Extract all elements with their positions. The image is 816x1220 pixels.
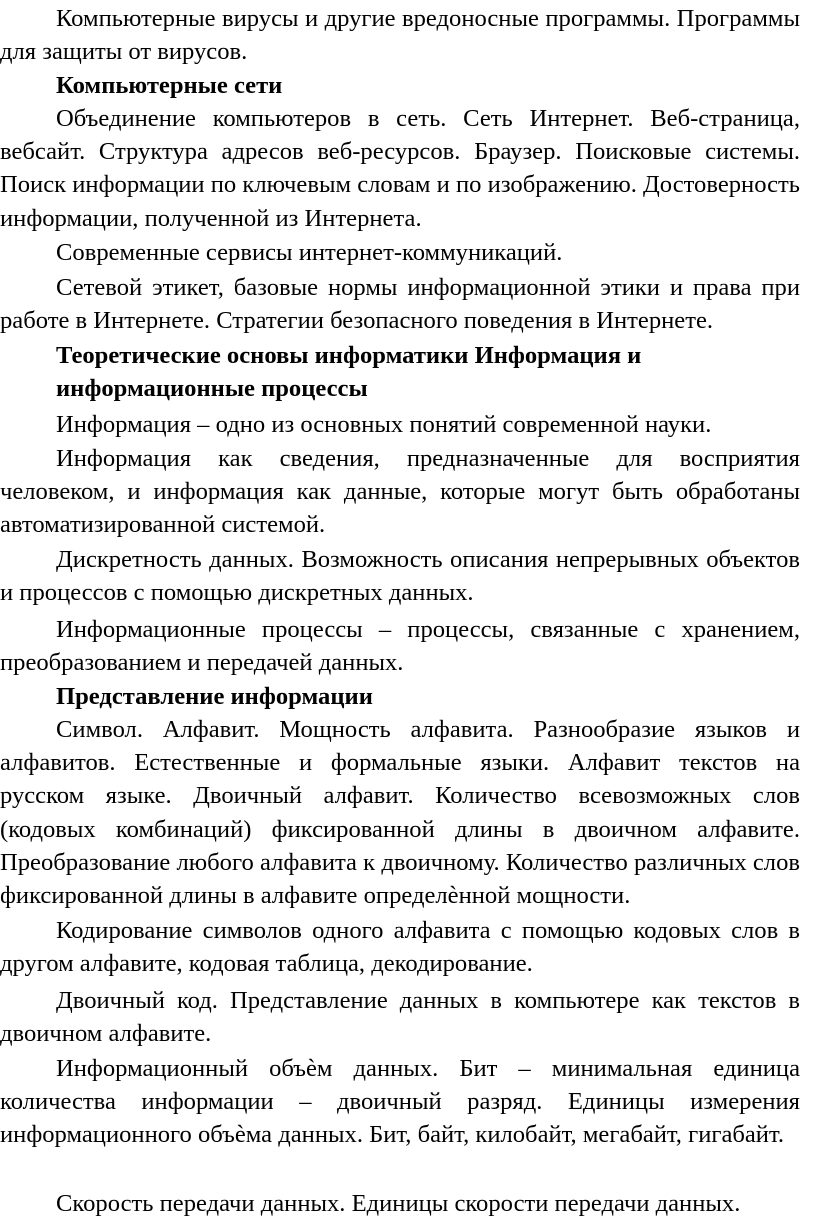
paragraph-discreteness: Дискретность данных. Возможность описания непрерывных объектов и процессов с помощью дискретных данных. <box>0 546 800 607</box>
paragraph-alphabet: Символ. Алфавит. Мощность алфавита. Разнообразие языков и алфавитов. Естественные и формальные языки. Алфавит текстов на русском языке. Двоичный алфавит. Количество всевозможных слов (кодовых комбинаций) фиксированной длины в двоичном алфавите. Преобразование любого алфавита к двоичному. Количество различных слов фиксированной длины в алфавите определѐнной мощности. <box>0 716 800 910</box>
heading-theoretical-foundations: Теоретические основы информатики Информация и информационные процессы <box>56 342 642 403</box>
paragraph-information-as-data: Информация как сведения, предназначенные для восприятия человеком, и информация как данные, которые могут быть обработаны автоматизированной системой. <box>0 445 800 539</box>
paragraph-encoding: Кодирование символов одного алфавита с помощью кодовых слов в другом алфавите, кодовая таблица, декодирование. <box>0 917 800 978</box>
paragraph-information-processes: Информационные процессы – процессы, связанные с хранением, преобразованием и передачей данных. <box>0 616 800 677</box>
paragraph-information-volume: Информационный объѐм данных. Бит – минимальная единица количества информации – двоичный разряд. Единицы измерения информационного объѐма данных. Бит, байт, килобайт, мегабайт, гигабайт. <box>0 1055 800 1149</box>
paragraph-transfer-speed: Скорость передачи данных. Единицы скорости передачи данных. <box>56 1190 741 1217</box>
heading-computer-networks: Компьютерные сети <box>56 72 283 99</box>
paragraph-malware: Компьютерные вирусы и другие вредоносные программы. Программы для защиты от вирусов. <box>0 5 800 66</box>
paragraph-binary-code: Двоичный код. Представление данных в компьютере как текстов в двоичном алфавите. <box>0 987 800 1048</box>
paragraph-networks-internet: Объединение компьютеров в сеть. Сеть Интернет. Веб-страница, вебсайт. Структура адресов веб-ресурсов. Браузер. Поисковые системы. Поиск информации по ключевым словам и по изображению. Достоверность информации, полученной из Интернета. <box>0 105 800 232</box>
paragraph-information-concept: Информация – одно из основных понятий современной науки. <box>56 411 712 438</box>
paragraph-netiquette: Сетевой этикет, базовые нормы информационной этики и права при работе в Интернете. Стратегии безопасного поведения в Интернете. <box>0 274 800 335</box>
paragraph-communication-services: Современные сервисы интернет-коммуникаций. <box>56 239 563 266</box>
heading-information-representation: Представление информации <box>56 683 373 710</box>
